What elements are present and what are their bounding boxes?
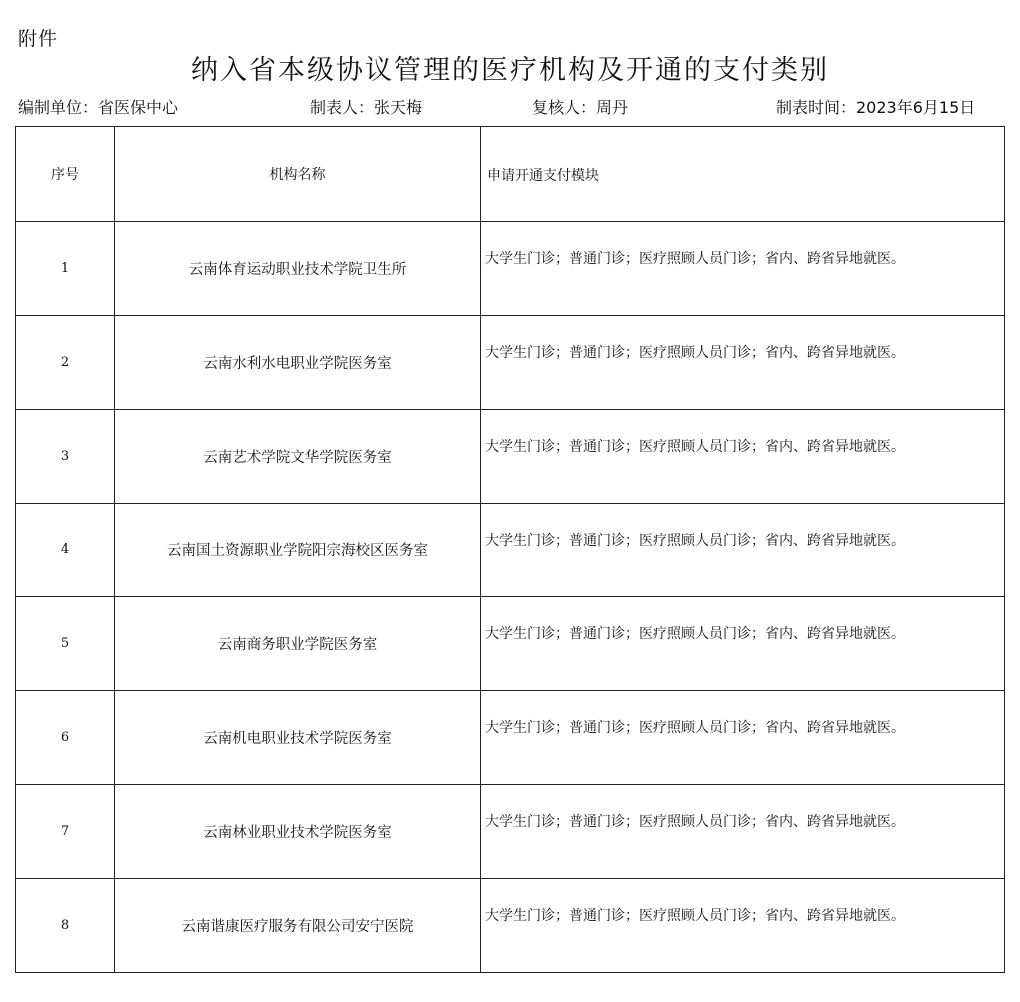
table-row [16, 503, 1005, 597]
row-institution-name: 云南艺术学院文华学院医务室 [115, 409, 481, 503]
compile-date: 制表时间：2023年6月15日 [776, 98, 976, 117]
row-seq: 2 [16, 315, 115, 409]
row-institution-name: 云南林业职业技术学院医务室 [115, 785, 481, 879]
header-modules: 申请开通支付模块 [481, 127, 1005, 222]
institution-table [15, 126, 1005, 973]
row-seq: 1 [16, 221, 115, 315]
row-institution-name: 云南商务职业学院医务室 [115, 597, 481, 691]
row-institution-name: 云南体育运动职业技术学院卫生所 [115, 221, 481, 315]
row-seq: 7 [16, 785, 115, 879]
row-payment-modules: 大学生门诊；普通门诊；医疗照顾人员门诊；省内、跨省异地就医。 [481, 221, 1005, 315]
row-seq: 3 [16, 409, 115, 503]
compiling-unit: 编制单位：省医保中心 [18, 98, 179, 117]
document-title: 纳入省本级协议管理的医疗机构及开通的支付类别 [191, 55, 829, 86]
row-institution-name: 云南国土资源职业学院阳宗海校区医务室 [115, 503, 481, 597]
row-seq: 8 [16, 879, 115, 973]
row-seq: 6 [16, 691, 115, 785]
table-row [16, 785, 1005, 879]
header-seq: 序号 [16, 127, 115, 222]
row-seq: 4 [16, 503, 115, 597]
header-name: 机构名称 [115, 127, 481, 222]
attachment-label: 附件 [18, 28, 59, 50]
row-institution-name: 云南谐康医疗服务有限公司安宁医院 [115, 879, 481, 973]
row-institution-name: 云南水利水电职业学院医务室 [115, 315, 481, 409]
table-row [16, 409, 1005, 503]
row-payment-modules: 大学生门诊；普通门诊；医疗照顾人员门诊；省内、跨省异地就医。 [481, 503, 1005, 597]
row-payment-modules: 大学生门诊；普通门诊；医疗照顾人员门诊；省内、跨省异地就医。 [481, 409, 1005, 503]
table-header-row [16, 127, 1005, 222]
row-payment-modules: 大学生门诊；普通门诊；医疗照顾人员门诊；省内、跨省异地就医。 [481, 785, 1005, 879]
table-row [16, 315, 1005, 409]
table-maker: 制表人：张天梅 [310, 98, 423, 117]
table-row [16, 221, 1005, 315]
row-payment-modules: 大学生门诊；普通门诊；医疗照顾人员门诊；省内、跨省异地就医。 [481, 597, 1005, 691]
table-row [16, 597, 1005, 691]
row-seq: 5 [16, 597, 115, 691]
reviewer: 复核人：周丹 [532, 98, 629, 117]
row-institution-name: 云南机电职业技术学院医务室 [115, 691, 481, 785]
row-payment-modules: 大学生门诊；普通门诊；医疗照顾人员门诊；省内、跨省异地就医。 [481, 879, 1005, 973]
table-row [16, 879, 1005, 973]
table-row [16, 691, 1005, 785]
row-payment-modules: 大学生门诊；普通门诊；医疗照顾人员门诊；省内、跨省异地就医。 [481, 315, 1005, 409]
row-payment-modules: 大学生门诊；普通门诊；医疗照顾人员门诊；省内、跨省异地就医。 [481, 691, 1005, 785]
